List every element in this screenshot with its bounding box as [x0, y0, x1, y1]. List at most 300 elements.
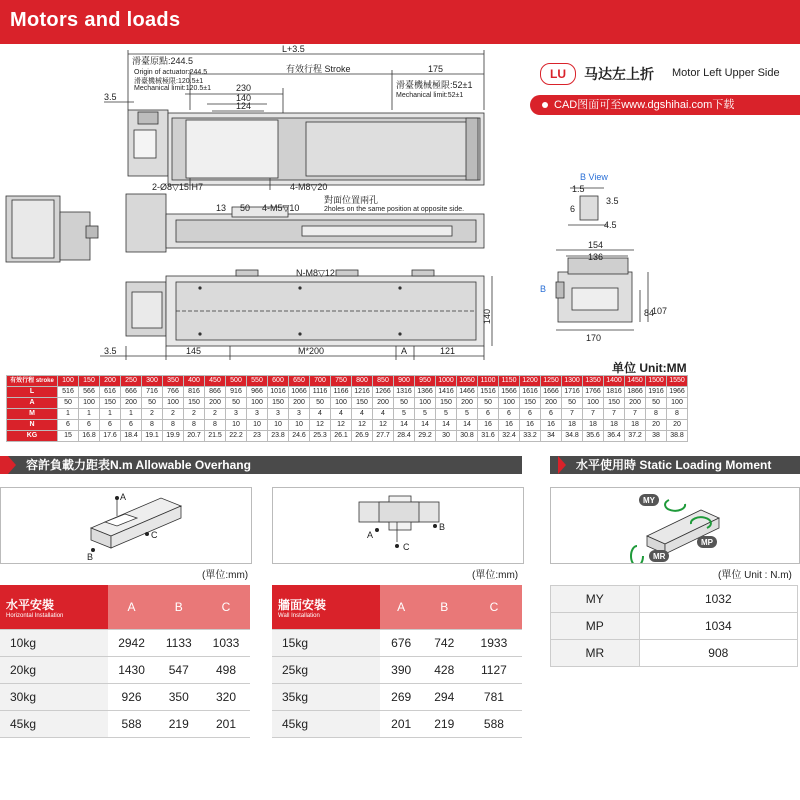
overhang-title: 容許負載力距表N.m Allowable Overhang [26, 458, 251, 472]
diagram-label-c: C [151, 530, 158, 540]
stroke-cell: 5 [457, 409, 478, 420]
stroke-cell: 1316 [394, 387, 415, 398]
stroke-cell: 7 [562, 409, 583, 420]
horizontal-cell: 201 [202, 711, 250, 738]
mr-tag-label: MR [653, 552, 666, 561]
stroke-value: 600 [268, 376, 289, 387]
stroke-cell: 100 [583, 398, 604, 409]
wall-cell: 1127 [466, 657, 522, 684]
stroke-value: 350 [163, 376, 184, 387]
wall-load-label: 25kg [272, 657, 380, 684]
dim-origin-en: Origin of actuator:244.5 [134, 69, 208, 76]
horizontal-header-label [0, 585, 108, 630]
wall-row [272, 711, 522, 738]
stroke-cell: 1 [58, 409, 79, 420]
stroke-value: 650 [289, 376, 310, 387]
stroke-cell: 3 [247, 409, 268, 420]
stroke-cell: 3 [289, 409, 310, 420]
wall-col-header: C [466, 585, 522, 630]
stroke-cell: 21.5 [205, 431, 226, 442]
stroke-cell: 10 [268, 420, 289, 431]
horizontal-row [0, 684, 250, 711]
hole-spec-4: N-M8▽12 [296, 268, 335, 278]
wall-header-cn: 牆面安裝 [278, 597, 327, 612]
stroke-cell: 50 [478, 398, 499, 409]
stroke-cell: 16 [478, 420, 499, 431]
dim-a: A [401, 346, 408, 356]
stroke-value: 800 [352, 376, 373, 387]
stroke-value: 1550 [667, 376, 688, 387]
wall-load-label: 45kg [272, 711, 380, 738]
static-diagram-panel [550, 487, 800, 564]
stroke-cell: 26.1 [331, 431, 352, 442]
horizontal-cell: 547 [156, 657, 202, 684]
stroke-cell: 23 [247, 431, 268, 442]
stroke-cell: 1766 [583, 387, 604, 398]
stroke-cell: 5 [436, 409, 457, 420]
static-title: 水平使用時 Static Loading Moment [576, 458, 772, 472]
wall-header-row [272, 585, 522, 630]
stroke-cell: 50 [646, 398, 667, 409]
stroke-table-row [7, 420, 688, 431]
stroke-header-label: 有效行程 stroke [7, 376, 58, 387]
stroke-cell: 2 [205, 409, 226, 420]
wall-diagram-panel [272, 487, 524, 564]
stroke-cell: 200 [457, 398, 478, 409]
stroke-cell: 1866 [625, 387, 646, 398]
stroke-cell: 34.8 [562, 431, 583, 442]
horizontal-header-cn: 水平安裝 [6, 597, 55, 612]
stroke-cell: 666 [121, 387, 142, 398]
stroke-cell: 100 [79, 398, 100, 409]
overhang-section-bar [0, 456, 522, 474]
stroke-cell: 22.2 [226, 431, 247, 442]
stroke-cell: 19.1 [142, 431, 163, 442]
stroke-cell: 15 [58, 431, 79, 442]
stroke-cell: 6 [58, 420, 79, 431]
wall-cell: 219 [423, 711, 466, 738]
wall-col-header: A [380, 585, 423, 630]
stroke-cell: 816 [184, 387, 205, 398]
stroke-cell: 30.8 [457, 431, 478, 442]
stroke-cell: 18 [625, 420, 646, 431]
opposite-holes-en: 2holes on the same position at opposite side. [324, 206, 465, 213]
stroke-value: 900 [394, 376, 415, 387]
moment-row [551, 640, 798, 667]
wall-install-diagram [273, 488, 523, 563]
stroke-cell: 1016 [268, 387, 289, 398]
stroke-cell: 6 [541, 409, 562, 420]
horizontal-row [0, 657, 250, 684]
wall-cell: 1933 [466, 630, 522, 657]
horizontal-cell: 1033 [202, 630, 250, 657]
stroke-cell: 566 [79, 387, 100, 398]
static-moment-diagram [551, 488, 799, 563]
stroke-cell: 1966 [667, 387, 688, 398]
horizontal-install-diagram [1, 488, 251, 563]
stroke-cell: 150 [184, 398, 205, 409]
stroke-cell: 12 [352, 420, 373, 431]
stroke-cell: 2 [184, 409, 205, 420]
stroke-cell: 150 [520, 398, 541, 409]
stroke-value: 450 [205, 376, 226, 387]
stroke-cell: 50 [562, 398, 583, 409]
wall-label-c: C [403, 542, 410, 552]
dim-3-5-bview: 3.5 [606, 196, 619, 206]
moment-label: MP [551, 613, 640, 640]
stroke-cell: 1 [79, 409, 100, 420]
stroke-cell: 4 [352, 409, 373, 420]
dim-145: 145 [186, 346, 202, 356]
stroke-cell: 50 [394, 398, 415, 409]
horizontal-cell: 1133 [156, 630, 202, 657]
stroke-cell: 18 [583, 420, 604, 431]
stroke-cell: 7 [604, 409, 625, 420]
stroke-value: 250 [121, 376, 142, 387]
hole-spec-2: 4-M8▽20 [290, 182, 328, 192]
stroke-cell: 1666 [541, 387, 562, 398]
stroke-cell: 150 [100, 398, 121, 409]
stroke-table-row [7, 409, 688, 420]
stroke-cell: 12 [373, 420, 394, 431]
stroke-cell: 6 [520, 409, 541, 420]
stroke-value: 1250 [541, 376, 562, 387]
horizontal-cell: 219 [156, 711, 202, 738]
stroke-cell: 150 [352, 398, 373, 409]
stroke-cell: 7 [625, 409, 646, 420]
stroke-cell: 1266 [373, 387, 394, 398]
stroke-cell: 14 [457, 420, 478, 431]
stroke-value: 700 [310, 376, 331, 387]
stroke-cell: 20 [667, 420, 688, 431]
stroke-cell: 200 [541, 398, 562, 409]
stroke-cell: 26.9 [352, 431, 373, 442]
wall-load-table [272, 585, 522, 738]
wall-load-label: 15kg [272, 630, 380, 657]
stroke-table-row [7, 398, 688, 409]
stroke-value: 550 [247, 376, 268, 387]
stroke-row-label: M [7, 409, 58, 420]
moment-label: MR [551, 640, 640, 667]
stroke-cell: 1816 [604, 387, 625, 398]
horizontal-diagram-panel [0, 487, 252, 564]
stroke-cell: 150 [604, 398, 625, 409]
stroke-row-label: N [7, 420, 58, 431]
horizontal-load-label: 45kg [0, 711, 108, 738]
dim-mech-left-cn: 滑臺機械極限:120.5±1 [134, 78, 204, 85]
wall-cell: 269 [380, 684, 423, 711]
wall-unit: (單位:mm) [472, 570, 519, 581]
stroke-cell: 200 [121, 398, 142, 409]
stroke-value: 1100 [478, 376, 499, 387]
stroke-cell: 100 [331, 398, 352, 409]
dim-13: 13 [216, 203, 227, 213]
dim-6: 6 [570, 204, 576, 214]
stroke-value: 1050 [457, 376, 478, 387]
horizontal-unit: (單位:mm) [202, 570, 249, 581]
stroke-cell: 23.8 [268, 431, 289, 442]
stroke-value: 1200 [520, 376, 541, 387]
horizontal-row [0, 711, 250, 738]
stroke-cell: 1416 [436, 387, 457, 398]
stroke-cell: 50 [310, 398, 331, 409]
stroke-cell: 200 [205, 398, 226, 409]
stroke-row-label: L [7, 387, 58, 398]
stroke-cell: 616 [100, 387, 121, 398]
wall-load-label: 35kg [272, 684, 380, 711]
dim-stroke: 有效行程 Stroke [286, 64, 351, 74]
wall-col-header: B [423, 585, 466, 630]
stroke-cell: 38 [646, 431, 667, 442]
stroke-cell: 100 [163, 398, 184, 409]
dim-84: 84 [644, 308, 655, 318]
stroke-cell: 1 [121, 409, 142, 420]
dim-3-5-top: 3.5 [104, 92, 117, 102]
moment-row [551, 586, 798, 613]
stroke-cell: 33.2 [520, 431, 541, 442]
stroke-table [6, 375, 688, 442]
mp-tag-label: MP [701, 538, 713, 547]
dim-170: 170 [586, 333, 602, 343]
horizontal-cell: 498 [202, 657, 250, 684]
diagram-label-b: B [87, 552, 94, 562]
stroke-cell: 3 [268, 409, 289, 420]
stroke-cell: 1066 [289, 387, 310, 398]
stroke-cell: 8 [142, 420, 163, 431]
dim-140-vertical: 140 [482, 308, 492, 324]
stroke-value: 100 [58, 376, 79, 387]
stroke-value: 1000 [436, 376, 457, 387]
wall-cell: 294 [423, 684, 466, 711]
moment-row [551, 613, 798, 640]
dim-mech-right-cn: 滑臺機械極限:52±1 [396, 80, 473, 90]
stroke-cell: 200 [625, 398, 646, 409]
wall-cell: 781 [466, 684, 522, 711]
hole-spec-3: 4-M5▽10 [262, 203, 300, 213]
wall-cell: 742 [423, 630, 466, 657]
stroke-cell: 3 [226, 409, 247, 420]
stroke-value: 500 [226, 376, 247, 387]
stroke-value: 850 [373, 376, 394, 387]
stroke-value: 300 [142, 376, 163, 387]
stroke-cell: 100 [415, 398, 436, 409]
wall-cell: 676 [380, 630, 423, 657]
hole-spec-1: 2-Ø8▽15 H7 [152, 182, 203, 192]
stroke-cell: 36.4 [604, 431, 625, 442]
horizontal-load-label: 30kg [0, 684, 108, 711]
stroke-cell: 516 [58, 387, 79, 398]
wall-cell: 428 [423, 657, 466, 684]
stroke-cell: 1166 [331, 387, 352, 398]
horizontal-col-header: A [108, 585, 156, 630]
wall-cell: 390 [380, 657, 423, 684]
stroke-cell: 1466 [457, 387, 478, 398]
moment-value: 908 [639, 640, 797, 667]
stroke-cell: 38.8 [667, 431, 688, 442]
stroke-value: 150 [79, 376, 100, 387]
dim-4-5: 4.5 [604, 220, 617, 230]
dim-1-5: 1.5 [572, 184, 585, 194]
stroke-cell: 100 [247, 398, 268, 409]
stroke-cell: 966 [247, 387, 268, 398]
stroke-cell: 7 [583, 409, 604, 420]
horizontal-load-label: 10kg [0, 630, 108, 657]
stroke-cell: 12 [310, 420, 331, 431]
static-section-bar [550, 456, 800, 474]
stroke-value: 750 [331, 376, 352, 387]
stroke-value: 1300 [562, 376, 583, 387]
stroke-cell: 6 [478, 409, 499, 420]
horizontal-header-en: Horizontal Installation [6, 612, 64, 619]
stroke-cell: 100 [667, 398, 688, 409]
stroke-cell: 2 [163, 409, 184, 420]
wall-cell: 201 [380, 711, 423, 738]
stroke-value: 400 [184, 376, 205, 387]
model-title-cn: 马达左上折 [584, 66, 654, 82]
stroke-cell: 8 [667, 409, 688, 420]
stroke-cell: 50 [58, 398, 79, 409]
wall-cell: 588 [466, 711, 522, 738]
stroke-cell: 10 [247, 420, 268, 431]
stroke-cell: 30 [436, 431, 457, 442]
stroke-cell: 4 [373, 409, 394, 420]
wall-label-a: A [367, 530, 374, 540]
stroke-cell: 50 [142, 398, 163, 409]
horizontal-cell: 1430 [108, 657, 156, 684]
stroke-value: 1400 [604, 376, 625, 387]
dim-3-5-bottom: 3.5 [104, 346, 117, 356]
stroke-cell: 8 [184, 420, 205, 431]
horizontal-col-header: C [202, 585, 250, 630]
stroke-cell: 1566 [499, 387, 520, 398]
b-view-label: B View [580, 172, 608, 182]
dim-origin-cn: 滑臺原點:244.5 [132, 56, 194, 66]
dim-175: 175 [428, 64, 444, 74]
wall-row [272, 630, 522, 657]
stroke-cell: 6 [121, 420, 142, 431]
dim-50: 50 [240, 203, 251, 213]
stroke-cell: 1 [100, 409, 121, 420]
stroke-cell: 14 [415, 420, 436, 431]
stroke-cell: 2 [142, 409, 163, 420]
stroke-cell: 16.8 [79, 431, 100, 442]
page-title: Motors and loads [10, 9, 181, 31]
wall-header-label [272, 585, 380, 630]
stroke-cell: 4 [310, 409, 331, 420]
stroke-cell: 1716 [562, 387, 583, 398]
horizontal-row [0, 630, 250, 657]
model-title-en: Motor Left Upper Side [672, 67, 780, 79]
stroke-cell: 16 [499, 420, 520, 431]
stroke-cell: 766 [163, 387, 184, 398]
stroke-value: 1500 [646, 376, 667, 387]
stroke-cell: 34 [541, 431, 562, 442]
stroke-cell: 866 [205, 387, 226, 398]
stroke-cell: 5 [394, 409, 415, 420]
horizontal-header-row [0, 585, 250, 630]
stroke-cell: 150 [436, 398, 457, 409]
dim-mech-right-en: Mechanical limit:52±1 [396, 92, 464, 99]
stroke-cell: 1366 [415, 387, 436, 398]
stroke-header-row [7, 376, 688, 387]
stroke-cell: 8 [205, 420, 226, 431]
stroke-value: 1150 [499, 376, 520, 387]
stroke-value: 950 [415, 376, 436, 387]
stroke-cell: 916 [226, 387, 247, 398]
stroke-cell: 1216 [352, 387, 373, 398]
stroke-cell: 1516 [478, 387, 499, 398]
stroke-value: 1350 [583, 376, 604, 387]
stroke-cell: 6 [79, 420, 100, 431]
diagram-label-a: A [120, 492, 127, 502]
stroke-cell: 29.2 [415, 431, 436, 442]
stroke-cell: 4 [331, 409, 352, 420]
stroke-cell: 18.4 [121, 431, 142, 442]
stroke-row-label: KG [7, 431, 58, 442]
static-moment-table [550, 585, 798, 667]
unit-label: 单位 Unit:MM [612, 361, 687, 375]
stroke-cell: 19.9 [163, 431, 184, 442]
stroke-cell: 14 [436, 420, 457, 431]
stroke-cell: 16 [520, 420, 541, 431]
horizontal-load-table [0, 585, 250, 738]
technical-drawing [0, 44, 800, 364]
stroke-row-label: A [7, 398, 58, 409]
stroke-cell: 8 [163, 420, 184, 431]
stroke-cell: 1116 [310, 387, 331, 398]
dim-124: 124 [236, 101, 252, 111]
stroke-cell: 6 [499, 409, 520, 420]
my-tag-label: MY [643, 496, 655, 505]
stroke-cell: 12 [331, 420, 352, 431]
stroke-cell: 37.2 [625, 431, 646, 442]
b-arrow-label: B [540, 284, 547, 294]
horizontal-cell: 2942 [108, 630, 156, 657]
stroke-cell: 24.6 [289, 431, 310, 442]
stroke-cell: 20.7 [184, 431, 205, 442]
stroke-value: 200 [100, 376, 121, 387]
stroke-cell: 17.6 [100, 431, 121, 442]
horizontal-load-label: 20kg [0, 657, 108, 684]
stroke-cell: 10 [289, 420, 310, 431]
stroke-cell: 100 [499, 398, 520, 409]
horizontal-cell: 588 [108, 711, 156, 738]
stroke-cell: 16 [541, 420, 562, 431]
stroke-cell: 6 [100, 420, 121, 431]
stroke-table-row [7, 431, 688, 442]
stroke-value: 1450 [625, 376, 646, 387]
cad-download-link[interactable]: CAD图面可至www.dgshihai.com下载 [554, 99, 735, 111]
moment-value: 1034 [639, 613, 797, 640]
dim-mech-left-en: Mechanical limit:120.5±1 [134, 85, 211, 92]
stroke-cell: 10 [226, 420, 247, 431]
stroke-cell: 50 [226, 398, 247, 409]
stroke-cell: 27.7 [373, 431, 394, 442]
dim-l-plus: L+3.5 [282, 44, 305, 54]
horizontal-cell: 320 [202, 684, 250, 711]
moment-label: MY [551, 586, 640, 613]
dim-107: 107 [652, 306, 668, 316]
stroke-cell: 200 [373, 398, 394, 409]
stroke-cell: 200 [289, 398, 310, 409]
dim-136: 136 [588, 252, 604, 262]
horizontal-col-header: B [156, 585, 202, 630]
wall-header-en: Wall Installation [278, 612, 320, 619]
stroke-cell: 25.3 [310, 431, 331, 442]
stroke-cell: 28.4 [394, 431, 415, 442]
stroke-cell: 18 [562, 420, 583, 431]
stroke-cell: 32.4 [499, 431, 520, 442]
